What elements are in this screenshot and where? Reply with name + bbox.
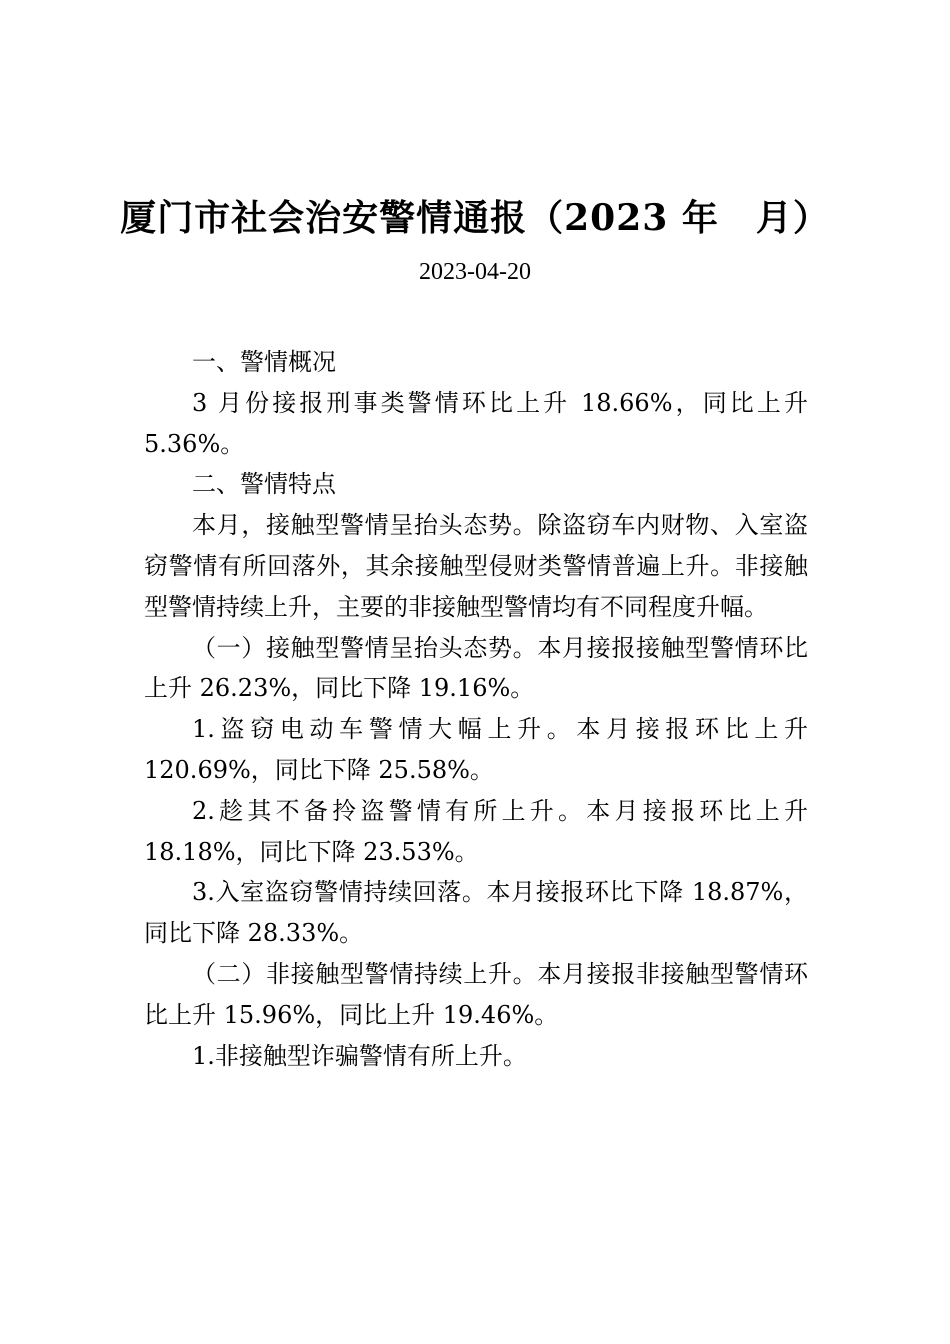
paragraph-features-summary: 本月，接触型警情呈抬头态势。除盗窃车内财物、入室盗窃警情有所回落外，其余接触型侵财类警情普遍上升。非接触型警情持续上升，主要的非接触型警情均有不同程度升幅。 <box>144 511 808 621</box>
paragraph-burglary: 3.入室盗窃警情持续回落。本月接报环比下降 18.87%，同比下降 28.33%。 <box>144 878 808 948</box>
paragraph-ebike-theft: 1.盗窃电动车警情大幅上升。本月接报环比上升 120.69%，同比下降 25.58%。 <box>144 715 808 784</box>
document-body <box>144 342 808 1076</box>
document-title: 厦门市社会治安警情通报（2023 年 月） <box>120 197 830 239</box>
document-date: 2023-04-20 <box>419 259 531 285</box>
section-heading-features: 二、警情特点 <box>192 470 336 499</box>
paragraph-contact-type: （一）接触型警情呈抬头态势。本月接报接触型警情环比上升 26.23%，同比下降 19.16%。 <box>144 633 808 703</box>
paragraph-non-contact-fraud: 1.非接触型诈骗警情有所上升。 <box>192 1041 527 1070</box>
paragraph-snatch-theft: 2.趁其不备拎盗警情有所上升。本月接报环比上升 18.18%，同比下降 23.53%。 <box>144 796 808 866</box>
paragraph-overview: 3 月份接报刑事类警情环比上升 18.66%，同比上升 5.36%。 <box>144 388 808 458</box>
section-heading-overview: 一、警情概况 <box>192 348 336 376</box>
paragraph-non-contact-type: （二）非接触型警情持续上升。本月接报非接触型警情环比上升 15.96%，同比上升 19.46%。 <box>144 959 808 1029</box>
